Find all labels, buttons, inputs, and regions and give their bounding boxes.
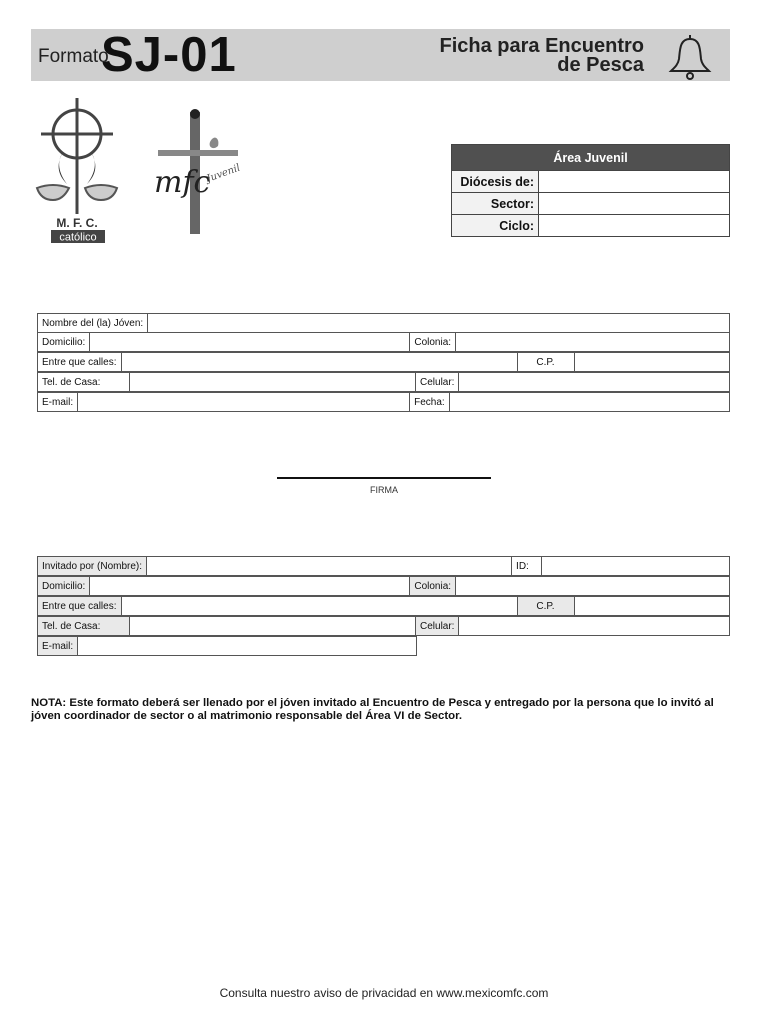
diocesis-field[interactable] bbox=[539, 171, 730, 193]
domicilio-label: Domicilio: bbox=[38, 333, 90, 351]
celular2-field[interactable] bbox=[459, 617, 729, 635]
mfc-juvenil-logo bbox=[148, 108, 243, 238]
domicilio2-field[interactable] bbox=[90, 577, 410, 595]
form-title-line1: Ficha para Encuentro bbox=[439, 35, 644, 57]
invitado-label: Invitado por (Nombre): bbox=[38, 557, 147, 575]
formato-label: Formato bbox=[38, 46, 109, 67]
area-heading: Área Juvenil bbox=[452, 145, 730, 171]
tel-casa2-label: Tel. de Casa: bbox=[38, 617, 130, 635]
colonia2-field[interactable] bbox=[456, 577, 729, 595]
fecha-label: Fecha: bbox=[410, 393, 450, 411]
entre-calles2-field[interactable] bbox=[122, 597, 518, 615]
id-label: ID: bbox=[512, 557, 542, 575]
diocesis-label: Diócesis de: bbox=[452, 171, 539, 193]
form-code: SJ-01 bbox=[101, 28, 237, 82]
mfc-catolico-logo bbox=[33, 96, 121, 246]
form-row bbox=[37, 352, 730, 372]
cp-label: C.P. bbox=[518, 353, 575, 371]
cp2-label: C.P. bbox=[518, 597, 575, 615]
form-row bbox=[37, 576, 730, 596]
email2-label: E-mail: bbox=[38, 637, 78, 655]
sector-field[interactable] bbox=[539, 193, 730, 215]
nombre-label: Nombre del (la) Jóven: bbox=[38, 314, 148, 332]
form-row bbox=[37, 392, 730, 412]
entre-calles-label: Entre que calles: bbox=[38, 353, 122, 371]
form-row bbox=[37, 616, 730, 636]
signature-label: FIRMA bbox=[370, 485, 398, 495]
form-header bbox=[31, 29, 730, 81]
form-title bbox=[440, 37, 645, 75]
privacy-footer: Consulta nuestro aviso de privacidad en www.mexicomfc.com bbox=[219, 986, 549, 1000]
tel-casa2-field[interactable] bbox=[130, 617, 416, 635]
form-row bbox=[37, 556, 730, 576]
email2-field[interactable] bbox=[78, 637, 416, 655]
domicilio-field[interactable] bbox=[90, 333, 410, 351]
tel-casa-label: Tel. de Casa: bbox=[38, 373, 130, 391]
catolico-text: católico bbox=[59, 231, 97, 244]
domicilio2-label: Domicilio: bbox=[38, 577, 90, 595]
colonia-label: Colonia: bbox=[410, 333, 456, 351]
celular2-label: Celular: bbox=[416, 617, 459, 635]
email-label: E-mail: bbox=[38, 393, 78, 411]
sector-label: Sector: bbox=[452, 193, 539, 215]
celular-field[interactable] bbox=[459, 373, 729, 391]
invitado-field[interactable] bbox=[147, 557, 512, 575]
ciclo-label: Ciclo: bbox=[452, 215, 539, 237]
form-row bbox=[37, 636, 417, 656]
fecha-field[interactable] bbox=[450, 393, 729, 411]
form-row bbox=[37, 596, 730, 616]
form-row bbox=[37, 332, 730, 352]
form-row bbox=[37, 372, 730, 392]
mfc-text: M. F. C. bbox=[56, 216, 98, 230]
form-row bbox=[37, 313, 730, 333]
colonia-field[interactable] bbox=[456, 333, 729, 351]
celular-label: Celular: bbox=[416, 373, 459, 391]
entre-calles2-label: Entre que calles: bbox=[38, 597, 122, 615]
id-field[interactable] bbox=[542, 557, 729, 575]
ciclo-field[interactable] bbox=[539, 215, 730, 237]
juvenil-script: Juvenil bbox=[205, 162, 242, 185]
area-juvenil-table bbox=[451, 144, 730, 237]
entre-calles-field[interactable] bbox=[122, 353, 518, 371]
signature-line[interactable] bbox=[277, 477, 491, 479]
bell-icon bbox=[665, 31, 715, 81]
form-title-line2: de Pesca bbox=[557, 54, 644, 76]
cp2-field[interactable] bbox=[575, 597, 730, 615]
email-field[interactable] bbox=[78, 393, 410, 411]
mfc-script: mfc bbox=[154, 165, 211, 200]
nota-text: NOTA: Este formato deberá ser llenado por el jóven invitado al Encuentro de Pesca y entregado por la persona que lo invitó al jóven coordinador de sector o al matrimonio responsable del Área VI de Sector. bbox=[31, 697, 714, 722]
colonia2-label: Colonia: bbox=[410, 577, 456, 595]
cp-field[interactable] bbox=[575, 353, 730, 371]
tel-casa-field[interactable] bbox=[130, 373, 416, 391]
nombre-field[interactable] bbox=[148, 314, 729, 332]
